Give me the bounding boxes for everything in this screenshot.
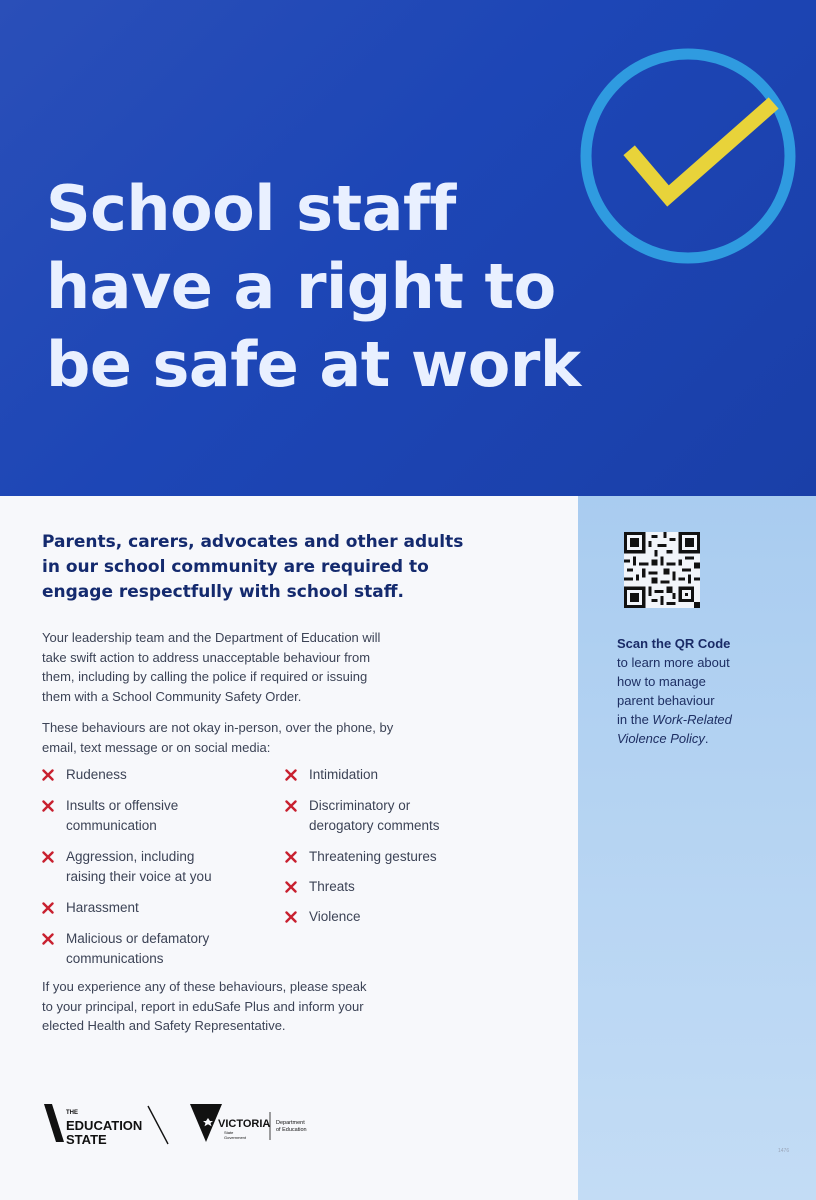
- qr-heading: Scan the QR Code: [617, 636, 731, 651]
- cross-icon: [285, 769, 297, 781]
- behaviour-text: Harassment: [66, 900, 139, 915]
- page-title: [46, 170, 581, 404]
- cross-icon: [42, 933, 54, 945]
- logo-text: Department: [276, 1120, 305, 1126]
- behaviour-text: Violence: [309, 909, 361, 924]
- paragraph-line: Your leadership team and the Department of Education will: [42, 630, 381, 645]
- behaviour-item: [42, 929, 282, 969]
- behaviour-text: raising their voice at you: [66, 869, 212, 884]
- paragraph-line: These behaviours are not okay in-person, over the phone, by: [42, 720, 394, 735]
- behaviour-item: [285, 765, 535, 785]
- cross-icon: [42, 800, 54, 812]
- behaviour-item: [42, 847, 282, 887]
- behaviour-text: Malicious or defamatory: [66, 931, 210, 946]
- checkmark-circle-icon: [576, 44, 800, 268]
- logo-text: EDUCATION: [66, 1118, 143, 1133]
- qr-text: .: [704, 731, 709, 746]
- lead-line: in our school community are required to: [42, 557, 429, 577]
- behaviour-text: Threatening gestures: [309, 849, 437, 864]
- cross-icon: [285, 800, 297, 812]
- paragraph-line: If you experience any of these behaviours, please speak: [42, 979, 367, 994]
- title-line: have a right to: [46, 250, 556, 323]
- cross-icon: [42, 902, 54, 914]
- logo-text: STATE: [66, 1132, 107, 1147]
- behaviour-text: Threats: [309, 879, 355, 894]
- logo-text: of Education: [276, 1127, 307, 1133]
- cross-icon: [285, 911, 297, 923]
- hero-banner: [0, 0, 816, 496]
- qr-code[interactable]: [624, 532, 700, 608]
- education-state-logo: [44, 1102, 172, 1148]
- qr-line: [617, 729, 797, 748]
- qr-line: parent behaviour: [617, 693, 715, 708]
- intro-paragraph: [42, 628, 542, 706]
- paragraph-line: elected Health and Safety Representative.: [42, 1018, 286, 1033]
- logo-text: Government: [224, 1135, 247, 1140]
- cross-icon: [285, 881, 297, 893]
- paragraph-line: email, text message or on social media:: [42, 739, 271, 755]
- qr-line: how to manage: [617, 674, 706, 689]
- behaviour-item: [285, 796, 535, 836]
- behaviours-intro: [42, 718, 542, 757]
- behaviour-text: derogatory comments: [309, 818, 440, 833]
- behaviour-text: Intimidation: [309, 767, 379, 782]
- policy-link[interactable]: Work-Related: [652, 712, 732, 727]
- logo-text: THE: [66, 1110, 78, 1116]
- paragraph-line: them, including by calling the police if required or issuing: [42, 669, 368, 684]
- qr-line: [617, 710, 797, 729]
- logo-text: State: [224, 1130, 234, 1135]
- cross-icon: [285, 851, 297, 863]
- title-line: be safe at work: [46, 328, 581, 401]
- behaviour-text: Insults or offensive: [66, 798, 179, 813]
- behaviour-item: [285, 877, 535, 897]
- paragraph-line: them with a School Community Safety Order.: [42, 688, 302, 704]
- logo-text: VICTORIA: [218, 1118, 271, 1130]
- behaviour-item: [285, 907, 535, 927]
- cross-icon: [42, 769, 54, 781]
- lead-heading: [42, 530, 542, 605]
- qr-caption: [617, 634, 797, 748]
- qr-text: in the: [617, 712, 653, 727]
- behaviour-text: Rudeness: [66, 767, 127, 782]
- closing-paragraph: [42, 977, 542, 1036]
- behaviour-text: Aggression, including: [66, 849, 195, 864]
- victoria-government-logo: [188, 1102, 338, 1148]
- behaviour-list-left: [42, 765, 282, 980]
- behaviour-item: [285, 847, 535, 867]
- behaviour-text: communication: [66, 818, 157, 833]
- cross-icon: [42, 851, 54, 863]
- behaviour-item: [42, 898, 282, 918]
- behaviour-list-right: [285, 765, 535, 938]
- lead-line: engage respectfully with school staff.: [42, 582, 405, 602]
- title-line: School staff: [46, 172, 456, 245]
- paragraph-line: take swift action to address unacceptable behaviour from: [42, 649, 371, 665]
- behaviour-item: [42, 796, 282, 836]
- paragraph-line: to your principal, report in eduSafe Plus and inform your: [42, 998, 364, 1014]
- policy-link[interactable]: Violence Policy: [617, 731, 705, 746]
- qr-line: to learn more about: [617, 655, 730, 670]
- print-code: 1476: [778, 1148, 790, 1154]
- lead-line: Parents, carers, advocates and other adults: [42, 532, 464, 552]
- behaviour-item: [42, 765, 282, 785]
- behaviour-text: Discriminatory or: [309, 798, 411, 813]
- behaviour-text: communications: [66, 951, 164, 966]
